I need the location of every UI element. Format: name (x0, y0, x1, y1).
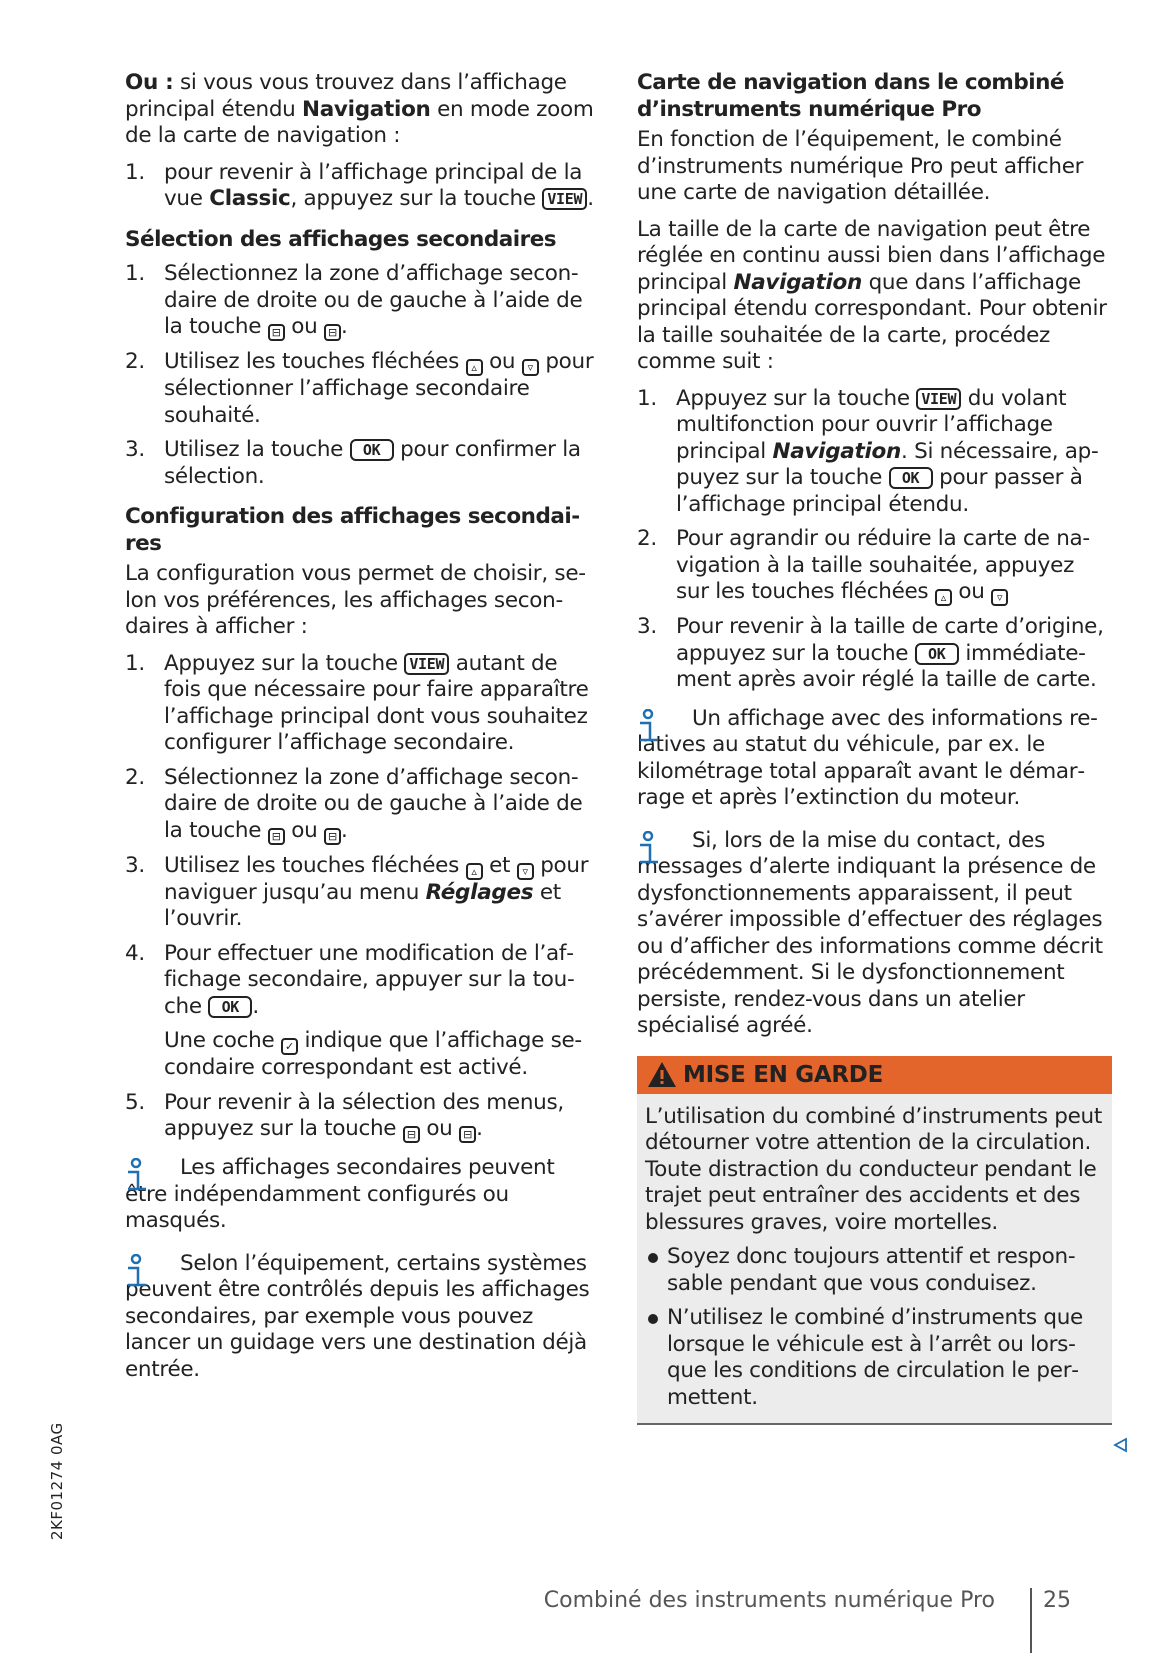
list-item: 1. pour revenir à l’affichage principal de la vue Classic, appuyez sur la touche VIEW . (125, 159, 594, 211)
bullet-icon (648, 1314, 658, 1324)
continue-arrow-icon (1113, 1437, 1129, 1453)
right-screen-key-icon: ⊟ (324, 324, 341, 341)
ok-key-icon: OK (889, 467, 933, 489)
info-icon (637, 709, 661, 745)
footer-title: Combiné des instruments numérique Pro (543, 1588, 995, 1613)
view-key-icon: VIEW (916, 388, 961, 410)
info-note: Un affichage avec des informations relatives au statut du véhicule, par ex. le kilométrage total apparaît avant le démarrage et après l’extinction du moteur. (637, 705, 1098, 810)
left-screen-key-icon: ⊟ (403, 1126, 420, 1143)
page-number: 25 (1043, 1588, 1071, 1613)
warning-bullet: Soyez donc toujours attentif et responsable pendant que vous conduisez. (645, 1244, 1104, 1297)
bullet-icon (648, 1253, 658, 1263)
right-screen-key-icon: ⊟ (324, 828, 341, 845)
arrow-down-key-icon: ▿ (991, 589, 1008, 606)
paragraph: En fonction de l’équipement, le combiné d’instruments numérique Pro peut afficher une carte de navigation détaillée. (637, 127, 1084, 205)
warning-box (637, 1056, 1112, 1426)
intro-paragraph: Ou : si vous vous trouvez dans l’affichage principal étendu Navigation en mode zoom de la carte de navigation : (125, 70, 594, 148)
intro-or: Ou : (125, 70, 174, 95)
warning-text: L’utilisation du combiné d’instruments peut détourner votre attention de la circulation. Toute distraction du conducteur pendant le trajet peut entraîner des accidents et des blessures graves, voire mortelles. (645, 1103, 1102, 1235)
info-note: Si, lors de la mise du contact, des messages d’alerte indiquant la présence de dysfonctionnements apparaissent, il peut s’avérer impossible d’effectuer des réglages ou d’afficher des informations comme décrit précédemment. Si le dysfonctionnement persiste, rendez-vous dans un atelier spécialisé agréé. (637, 827, 1103, 1038)
view-key-icon: VIEW (404, 653, 449, 675)
arrow-up-key-icon: ▵ (466, 863, 483, 880)
intro-list (125, 160, 600, 213)
list-item: 3. Utilisez les touches fléchées ▵ et ▿ pour naviguer jusqu’au menu Réglages et l’ouvrir. (125, 852, 589, 931)
arrow-down-key-icon: ▿ (517, 863, 534, 880)
info-icon (637, 831, 661, 867)
paragraph: La taille de la carte de navigation peut être réglée en continu aussi bien dans l’affichage principal Navigation que dans l’affichage principal étendu correspondant. Pour obtenir la taille souhaitée de la carte, procédez comme suit : (637, 216, 1107, 374)
info-note: Selon l’équipement, certains systèmes peuvent être contrôlés depuis les affichages secondaires, par exemple vous pouvez lancer un guidage vers une destination déjà entrée. (125, 1250, 590, 1382)
list-item: 2. Sélectionnez la zone d’affichage secondaire de droite ou de gauche à l’aide de la touche ⊟ ou ⊟ . (125, 764, 583, 843)
document-code: 2KF01274 0AG (48, 1422, 66, 1540)
ok-key-icon: OK (915, 643, 959, 665)
warning-body (637, 1094, 1112, 1426)
info-note: Les affichages secondaires peuvent être indépendamment configurés ou masqués. (125, 1155, 555, 1233)
warning-triangle-icon (647, 1061, 677, 1088)
intro-navigation: Navigation (302, 96, 431, 122)
list-item: 3. Pour revenir à la taille de carte d’origine, appuyez sur la touche OK immédiatement après avoir réglé la taille de carte. (637, 614, 1104, 692)
warning-bullet: N’utilisez le combiné d’instruments que lorsque le véhicule est à l’arrêt ou lorsque les conditions de circulation le permettent. (645, 1305, 1104, 1411)
map-size-list (637, 386, 1112, 694)
left-column (125, 70, 600, 1399)
arrow-up-key-icon: ▵ (935, 589, 952, 606)
list-item: 1. Sélectionnez la zone d’affichage secondaire de droite ou de gauche à l’aide de la touche ⊟ ou ⊟ . (125, 261, 583, 339)
list-item: 1. Appuyez sur la touche VIEW du volant multifonction pour ouvrir l’affichage principal Navigation. Si nécessaire, appuyez sur la touche OK pour passer à l’affichage principal étendu. (637, 385, 1099, 517)
checkbox-checked-icon: ✓ (281, 1038, 298, 1055)
footer-divider (1030, 1588, 1032, 1653)
arrow-down-key-icon: ▿ (522, 359, 539, 376)
list-item: 4. Pour effectuer une modification de l’affichage secondaire, appuyer sur la touche OK . Une coche ✓ indique que l’affichage secondaire correspondant est activé. (125, 941, 600, 1082)
arrow-up-key-icon: ▵ (466, 359, 483, 376)
section-title-navigation-map: Carte de navigation dans le combiné d’instruments numérique Pro (637, 70, 1064, 122)
checkmark-note: Une coche ✓ indique que l’affichage secondaire correspondant est activé. (164, 1028, 583, 1080)
list-item: 1. Appuyez sur la touche VIEW autant de fois que nécessaire pour faire apparaître l’affichage principal dont vous souhaitez configurer l’affichage secondaire. (125, 650, 589, 755)
configuration-intro: La configuration vous permet de choisir, selon vos préférences, les affichages secondaires à afficher : (125, 561, 587, 639)
configuration-list (125, 651, 600, 1144)
list-item: 3. Utilisez la touche OK pour confirmer la sélection. (125, 437, 581, 489)
warning-header (637, 1056, 1112, 1094)
ok-key-icon: OK (208, 996, 252, 1018)
list-item: 5. Pour revenir à la sélection des menus, appuyez sur la touche ⊟ ou ⊟ . (125, 1089, 564, 1141)
selection-list (125, 261, 600, 490)
left-screen-key-icon: ⊟ (268, 324, 285, 341)
left-screen-key-icon: ⊟ (268, 828, 285, 845)
section-title-configuration: Configuration des affichages secondaires (125, 504, 581, 556)
ok-key-icon: OK (350, 439, 394, 461)
right-column (637, 70, 1112, 1425)
info-icon (125, 1158, 149, 1194)
list-item: 2. Utilisez les touches fléchées ▵ ou ▿ pour sélectionner l’affichage secondaire souhaité. (125, 349, 594, 428)
right-screen-key-icon: ⊟ (459, 1126, 476, 1143)
info-icon (125, 1254, 149, 1290)
warning-title: MISE EN GARDE (683, 1061, 883, 1088)
section-title-selection: Sélection des affichages secondaires (125, 226, 557, 252)
list-item: 2. Pour agrandir ou réduire la carte de navigation à la taille souhaitée, appuyez sur les touches fléchées ▵ ou ▿ (637, 526, 1091, 604)
view-key-icon: VIEW (542, 188, 587, 210)
